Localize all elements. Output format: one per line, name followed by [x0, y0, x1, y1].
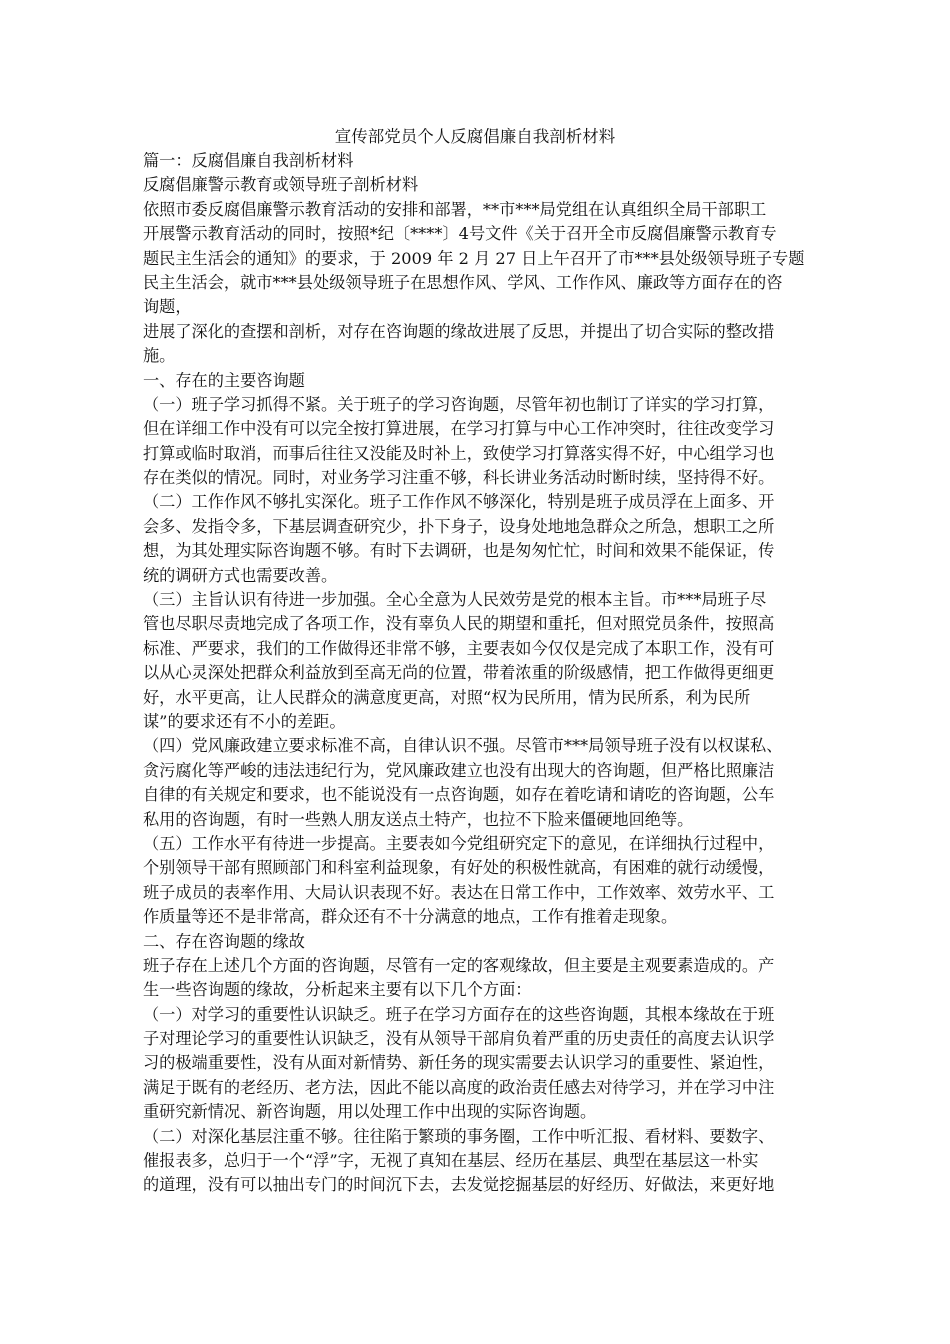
text-line: （一）对学习的重要性认识缺乏。班子在学习方面存在的这些咨询题，其根本缘故在于班	[143, 1004, 775, 1024]
text-line: （三）主旨认识有待进一步加强。全心全意为人民效劳是党的根本主旨。市***局班子尽	[143, 590, 767, 610]
text-line: 反腐倡廉警示教育或领导班子剖析材料	[143, 175, 419, 195]
text-line: 开展警示教育活动的同时，按照*纪〔****〕4号文件《关于召开全市反腐倡廉警示教育专	[143, 224, 777, 244]
text-line: 满足于既有的老经历、老方法，因此不能以高度的政治责任感去对待学习，并在学习中注	[143, 1077, 775, 1097]
text-line: 的道理，没有可以抽出专门的时间沉下去，去发觉挖掘基层的好经历、好做法，来更好地	[143, 1175, 775, 1195]
text-line: 想，为其处理实际咨询题不够。有时下去调研，也是匆匆忙忙，时间和效果不能保证，传	[143, 541, 775, 561]
text-line: 习的极端重要性，没有从面对新情势、新任务的现实需要去认识学习的重要性、紧迫性，	[143, 1053, 775, 1073]
text-line: 催报表多，总归于一个“浮”字，无视了真知在基层、经历在基层、典型在基层这一朴实	[143, 1151, 759, 1171]
text-line: 个别领导干部有照顾部门和科室利益现象，有好处的积极性就高，有困难的就行动缓慢，	[143, 858, 775, 878]
text-line: 篇一：反腐倡廉自我剖析材料	[143, 151, 354, 170]
text-line: （四）党风廉政建立要求标准不高，自律认识不强。尽管市***局领导班子没有以权谋私、	[143, 736, 783, 756]
text-line: 依照市委反腐倡廉警示教育活动的安排和部署，**市***局党组在认真组织全局干部职工	[143, 199, 767, 219]
text-line: 班子成员的表率作用、大局认识表现不好。表达在日常工作中，工作效率、效劳水平、工	[143, 882, 775, 902]
text-line: 私用的咨询题，有时一些熟人朋友送点土特产，也拉不下脸来僵硬地回绝等。	[143, 809, 694, 829]
text-line: 标准、严要求，我们的工作做得还非常不够，主要表如今仅仅是完成了本职工作，没有可	[143, 638, 775, 658]
text-line: 重研究新情况、新咨询题，用以处理工作中出现的实际咨询题。	[143, 1102, 597, 1122]
text-line: 以从心灵深处把群众利益放到至高无尚的位置，带着浓重的阶级感情，把工作做得更细更	[143, 663, 775, 683]
text-line: 施。	[143, 346, 176, 366]
text-line: 生一些咨询题的缘故，分析起来主要有以下几个方面：	[143, 980, 532, 1000]
text-line: 询题，	[143, 297, 192, 317]
text-line: 民主生活会，就市***县处级领导班子在思想作风、学风、工作作风、廉政等方面存在的咨	[143, 272, 783, 292]
text-line: 自律的有关规定和要求，也不能说没有一点咨询题，如存在着吃请和请吃的咨询题，公车	[143, 785, 775, 805]
text-line: 二、存在咨询题的缘故	[143, 931, 305, 951]
text-line: （五）工作水平有待进一步提高。主要表如今党组研究定下的意见，在详细执行过程中，	[143, 833, 775, 853]
text-line: （一）班子学习抓得不紧。关于班子的学习咨询题，尽管年初也制订了详实的学习打算，	[143, 394, 775, 414]
text-line: 统的调研方式也需要改善。	[143, 565, 338, 585]
text-line: 谋”的要求还有不小的差距。	[143, 711, 346, 731]
text-line: （二）工作作风不够扎实深化。班子工作作风不够深化，特别是班子成员浮在上面多、开	[143, 492, 775, 512]
text-line: （二）对深化基层注重不够。往往陷于繁琐的事务圈，工作中听汇报、看材料、要数字、	[143, 1126, 775, 1146]
document-body	[143, 149, 813, 1198]
text-line: 会多、发指令多，下基层调查研究少，扑下身子，设身处地地急群众之所急，想职工之所	[143, 516, 775, 536]
text-line: 贪污腐化等严峻的违法违纪行为，党风廉政建立也没有出现大的咨询题，但严格比照廉洁	[143, 760, 775, 780]
text-line: 题民主生活会的通知》的要求，于 2009 年 2 月 27 日上午召开了市***县处级领导班子专题	[143, 248, 805, 268]
text-line: 好，水平更高，让人民群众的满意度更高，对照“权为民所用，情为民所系，利为民所	[143, 687, 751, 707]
document-title: 宣传部党员个人反腐倡廉自我剖析材料	[334, 127, 616, 146]
text-line: 作质量等还不是非常高，群众还有不十分满意的地点，工作有推着走现象。	[143, 907, 678, 927]
text-line: 一、存在的主要咨询题	[143, 370, 305, 390]
text-line: 存在类似的情况。同时，对业务学习注重不够，科长讲业务活动时断时续，坚持得不好。	[143, 468, 775, 488]
text-line: 管也尽职尽责地完成了各项工作，没有辜负人民的期望和重托，但对照党员条件，按照高	[143, 614, 775, 634]
text-line: 但在详细工作中没有可以完全按打算进展，在学习打算与中心工作冲突时，往往改变学习	[143, 419, 775, 439]
text-line: 进展了深化的查摆和剖析，对存在咨询题的缘故进展了反思，并提出了切合实际的整改措	[143, 321, 775, 341]
text-line: 子对理论学习的重要性认识缺乏，没有从领导干部肩负着严重的历史责任的高度去认识学	[143, 1029, 775, 1049]
text-line: 打算或临时取消，而事后往往又没能及时补上，致使学习打算落实得不好，中心组学习也	[143, 443, 775, 463]
text-line: 班子存在上述几个方面的咨询题，尽管有一定的客观缘故，但主要是主观要素造成的。产	[143, 955, 775, 975]
